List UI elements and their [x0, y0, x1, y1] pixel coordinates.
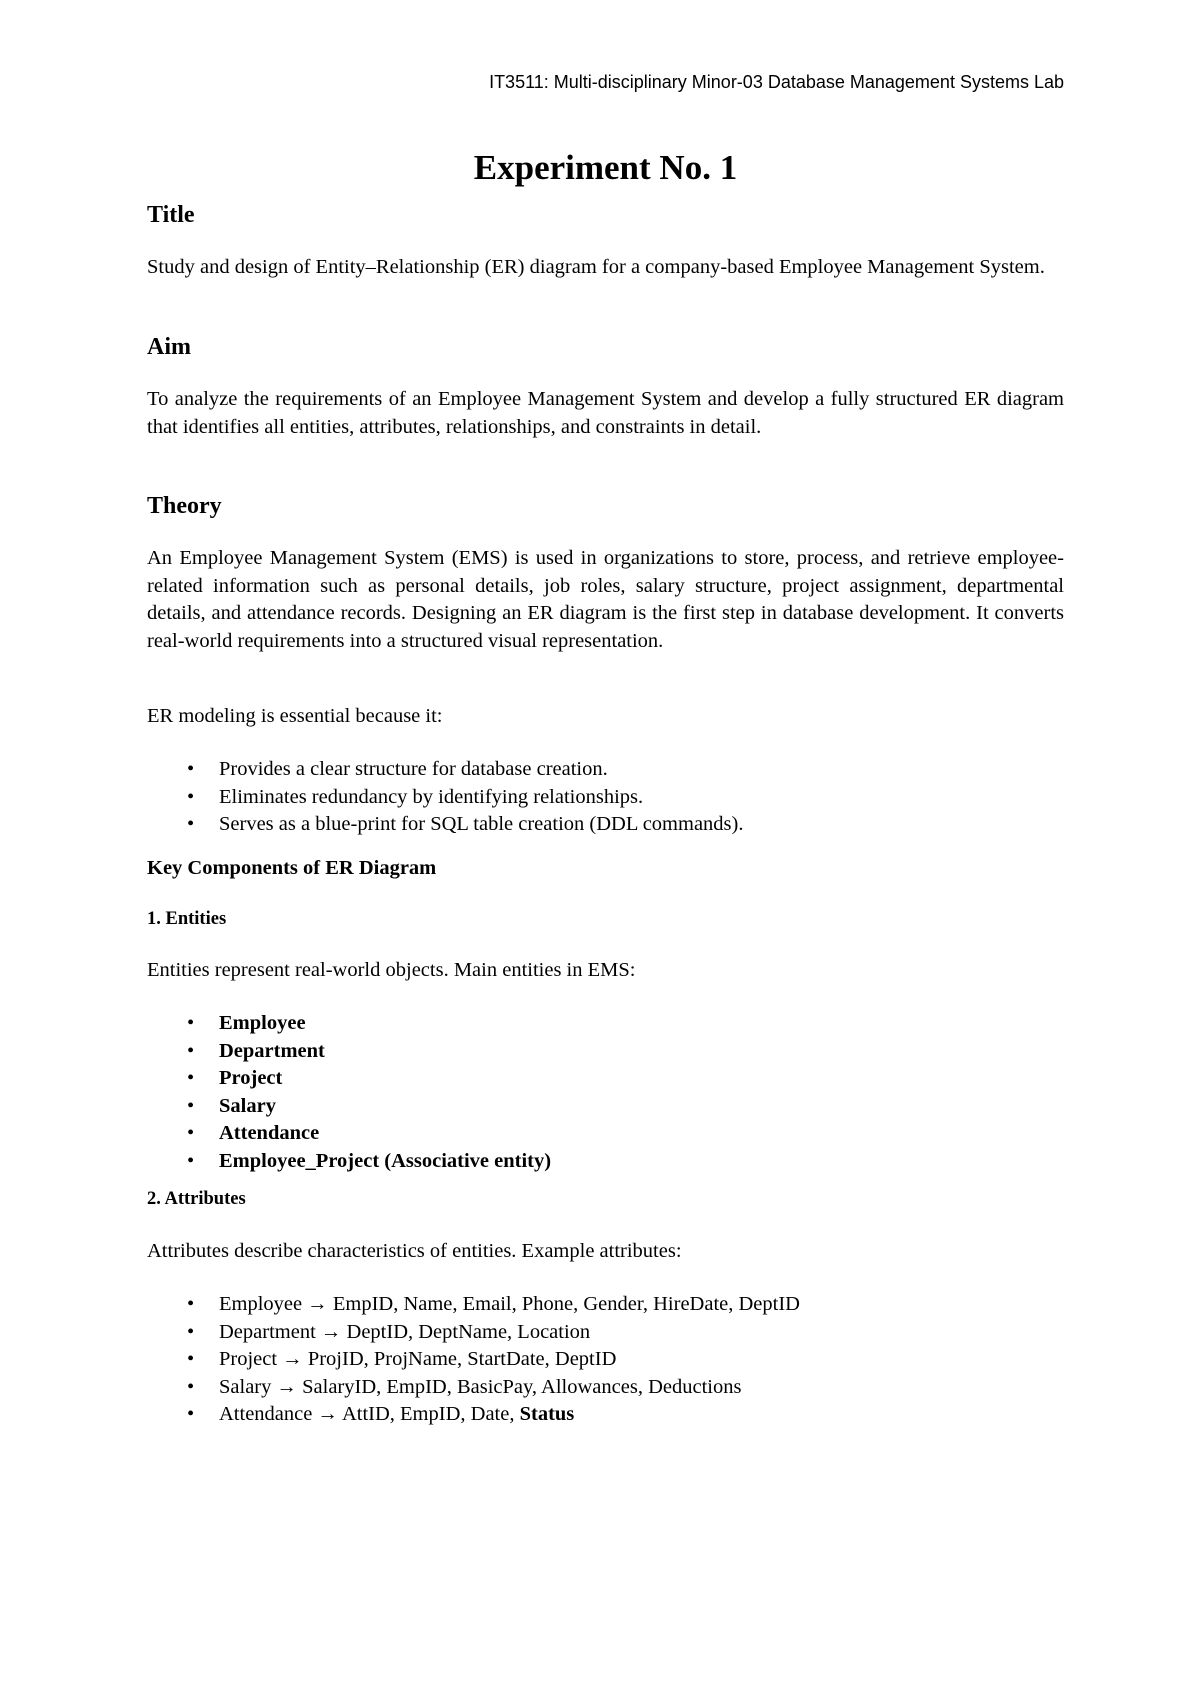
entities-heading: 1. Entities — [147, 909, 227, 929]
list-item: • Employee — [187, 1012, 306, 1034]
list-item: • Employee → EmpID, Name, Email, Phone, Gender, HireDate, DeptID — [187, 1293, 800, 1315]
theory-heading: Theory — [147, 493, 222, 519]
attributes-list — [147, 1291, 1064, 1429]
aim-text: To analyze the requirements of an Employee Management System and develop a fully structured ER diagram that identifies all entities, attributes, relationships, and constraints in detail. — [147, 388, 1064, 438]
running-header: IT3511: Multi-disciplinary Minor-03 Database Management Systems Lab — [489, 72, 1064, 92]
list-item: • Department → DeptID, DeptName, Location — [187, 1320, 591, 1343]
list-item: • Eliminates redundancy by identifying relationships. — [187, 785, 644, 808]
list-item: • Employee_Project (Associative entity) — [187, 1149, 552, 1172]
aim-heading: Aim — [147, 334, 191, 360]
attributes-intro: Attributes describe characteristics of entities. Example attributes: — [147, 1240, 682, 1262]
title-text: Study and design of Entity–Relationship (ER) diagram for a company-based Employee Management System. — [147, 256, 1045, 278]
list-item: • Attendance — [187, 1122, 320, 1144]
title-heading: Title — [147, 202, 195, 228]
entities-intro: Entities represent real-world objects. Main entities in EMS: — [147, 959, 636, 981]
theory-essential-intro: ER modeling is essential because it: — [147, 705, 443, 727]
key-components-heading: Key Components of ER Diagram — [147, 857, 437, 879]
list-item: • Salary — [187, 1094, 276, 1117]
entities-list — [147, 1010, 1064, 1175]
list-item: • Salary → SalaryID, EmpID, BasicPay, Allowances, Deductions — [187, 1375, 742, 1398]
benefits-list — [147, 756, 1064, 839]
list-item: • Department — [187, 1039, 325, 1062]
experiment-title: Experiment No. 1 — [473, 148, 738, 187]
list-item: • Provides a clear structure for database creation. — [187, 758, 608, 780]
list-item: • Attendance → AttID, EmpID, Date, Status — [187, 1403, 575, 1425]
list-item: • Project → ProjID, ProjName, StartDate, DeptID — [187, 1348, 617, 1370]
list-item: • Serves as a blue-print for SQL table creation (DDL commands). — [187, 813, 744, 835]
attributes-heading: 2. Attributes — [147, 1189, 246, 1209]
list-item: • Project — [187, 1067, 283, 1089]
theory-paragraph: An Employee Management System (EMS) is used in organizations to store, process, and retrieve employee-related information such as personal details, job roles, salary structure, project assignment, departmental details, and attendance records. Designing an ER diagram is the first step in database development. It converts real-world requirements into a structured visual representation. — [147, 547, 1064, 652]
